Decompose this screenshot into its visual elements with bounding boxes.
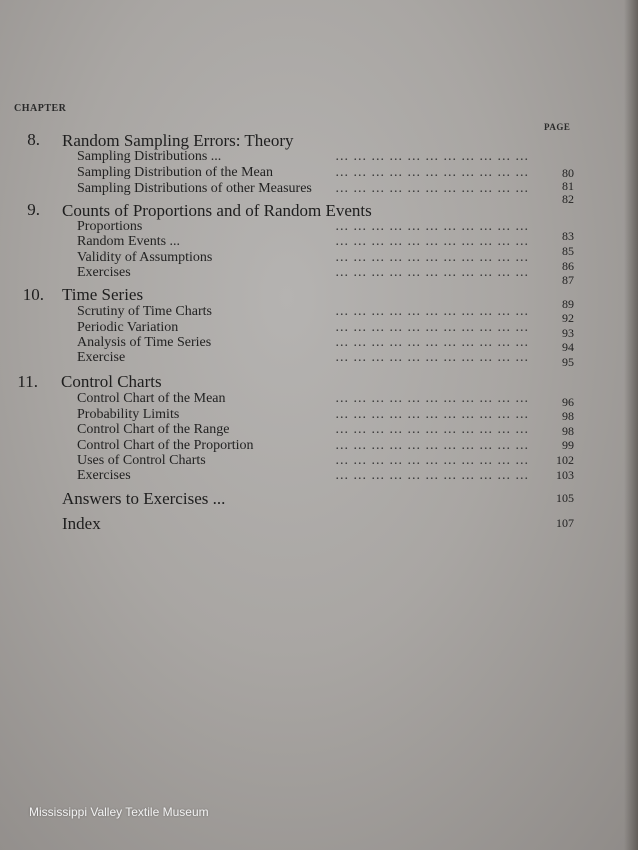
toc-entry-label: Exercise: [77, 350, 126, 365]
chapter-title: Control Charts: [61, 372, 162, 391]
dot-leader: ... ... ... ... ... ... ... ... ... ... ...: [335, 181, 529, 196]
toc-entry-page: 94: [562, 340, 574, 354]
toc-entry-label: Answers to Exercises ...: [62, 489, 226, 508]
chapter-column-header: CHAPTER: [14, 103, 67, 114]
dot-leader: ... ... ... ... ... ... ... ... ... ... ...: [335, 149, 529, 164]
chapter-title: Counts of Proportions and of Random Events: [62, 201, 372, 220]
toc-entry-page: 102: [556, 453, 574, 467]
toc-entry[interactable]: [77, 468, 529, 483]
toc-entry-label: Sampling Distributions of other Measures: [77, 181, 312, 196]
toc-entry-label: Control Chart of the Proportion: [77, 438, 254, 453]
dot-leader: ... ... ... ... ... ... ... ... ... ... ...: [335, 250, 529, 265]
toc-entry-label: Periodic Variation: [77, 320, 179, 335]
toc-entry[interactable]: [77, 234, 529, 249]
chapter-number: 9.: [27, 200, 40, 219]
toc-entry-page: 83: [562, 229, 574, 243]
toc-entry[interactable]: [77, 335, 529, 350]
toc-entry-page: 80: [562, 166, 574, 180]
toc-back-matter-entry[interactable]: [62, 489, 529, 509]
dot-leader: ... ... ... ... ... ... ... ... ... ... ...: [335, 453, 529, 468]
chapter-title: Random Sampling Errors: Theory: [62, 131, 294, 150]
page-column-header: PAGE: [544, 122, 571, 132]
toc-entry-label: Sampling Distributions ...: [77, 149, 222, 164]
toc-entry-label: Control Chart of the Range: [77, 422, 230, 437]
toc-entry-page: 87: [562, 273, 574, 287]
toc-entry[interactable]: [77, 250, 529, 265]
dot-leader: ... ... ... ... ... ... ... ... ... ... ...: [335, 335, 529, 350]
dot-leader: ... ... ... ... ... ... ... ... ... ... ...: [335, 422, 529, 437]
toc-entry[interactable]: [77, 438, 529, 453]
toc-entry[interactable]: [77, 181, 529, 196]
dot-leader: ... ... ... ... ... ... ... ... ... ... ...: [335, 350, 529, 365]
toc-entry[interactable]: [77, 320, 529, 335]
toc-entry-page: 82: [562, 192, 574, 206]
toc-entry-label: Exercises: [77, 265, 131, 280]
dot-leader: ... ... ... ... ... ... ... ... ... ... ...: [335, 391, 529, 406]
toc-entry-page: 98: [562, 409, 574, 423]
toc-entry-page: 85: [562, 244, 574, 258]
toc-entry-page: 99: [562, 438, 574, 452]
toc-entry-label: Uses of Control Charts: [77, 453, 206, 468]
toc-entry[interactable]: [77, 407, 529, 422]
toc-entry-page: 95: [562, 355, 574, 369]
toc-entry-page: 105: [556, 491, 574, 505]
toc-entry-label: Analysis of Time Series: [77, 335, 212, 350]
dot-leader: ... ... ... ... ... ... ... ... ... ... ...: [335, 234, 529, 249]
toc-entry-page: 93: [562, 326, 574, 340]
museum-watermark: Mississippi Valley Textile Museum: [29, 805, 209, 819]
dot-leader: ... ... ... ... ... ... ... ... ... ... ...: [335, 219, 529, 234]
toc-entry-page: 92: [562, 311, 574, 325]
toc-entry[interactable]: [77, 304, 529, 319]
toc-entry-label: Scrutiny of Time Charts: [77, 304, 212, 319]
dot-leader: ... ... ... ... ... ... ... ... ... ... ...: [335, 320, 529, 335]
dot-leader: ... ... ... ... ... ... ... ... ... ... ...: [335, 438, 529, 453]
toc-entry[interactable]: [77, 219, 529, 234]
chapter-title-row[interactable]: [62, 285, 529, 305]
toc-entry-page: 107: [556, 516, 574, 530]
dot-leader: ... ... ... ... ... ... ... ... ... ... ...: [335, 165, 529, 180]
toc-entry-label: Probability Limits: [77, 407, 180, 422]
dot-leader: ... ... ... ... ... ... ... ... ... ... ...: [335, 468, 529, 483]
toc-entry[interactable]: [77, 265, 529, 280]
toc-entry-page: 96: [562, 395, 574, 409]
toc-entry-label: Index: [62, 514, 101, 533]
toc-entry-label: Control Chart of the Mean: [77, 391, 226, 406]
chapter-number: 11.: [17, 372, 38, 391]
toc-entry-label: Validity of Assumptions: [77, 250, 213, 265]
toc-entry-label: Proportions: [77, 219, 143, 234]
toc-entry-page: 103: [556, 468, 574, 482]
chapter-number: 8.: [27, 130, 40, 149]
toc-entry-label: Sampling Distribution of the Mean: [77, 165, 273, 180]
chapter-number: 10.: [22, 285, 44, 304]
dot-leader: ... ... ... ... ... ... ... ... ... ... ...: [335, 265, 529, 280]
toc-entry-page: 81: [562, 179, 574, 193]
toc-entry[interactable]: [77, 391, 529, 406]
toc-entry[interactable]: [77, 149, 529, 164]
toc-entry[interactable]: [77, 422, 529, 437]
toc-entry-page: 86: [562, 259, 574, 273]
toc-back-matter-entry[interactable]: [62, 514, 529, 534]
dot-leader: ... ... ... ... ... ... ... ... ... ... ...: [335, 304, 529, 319]
dot-leader: ... ... ... ... ... ... ... ... ... ... ...: [335, 407, 529, 422]
toc-entry[interactable]: [77, 165, 529, 180]
toc-entry-label: Exercises: [77, 468, 131, 483]
chapter-title: Time Series: [62, 285, 144, 304]
toc-entry-label: Random Events ...: [77, 234, 181, 249]
toc-entry-page: 98: [562, 424, 574, 438]
chapter-title-page: 89: [562, 297, 574, 311]
toc-entry[interactable]: [77, 350, 529, 365]
toc-entry[interactable]: [77, 453, 529, 468]
